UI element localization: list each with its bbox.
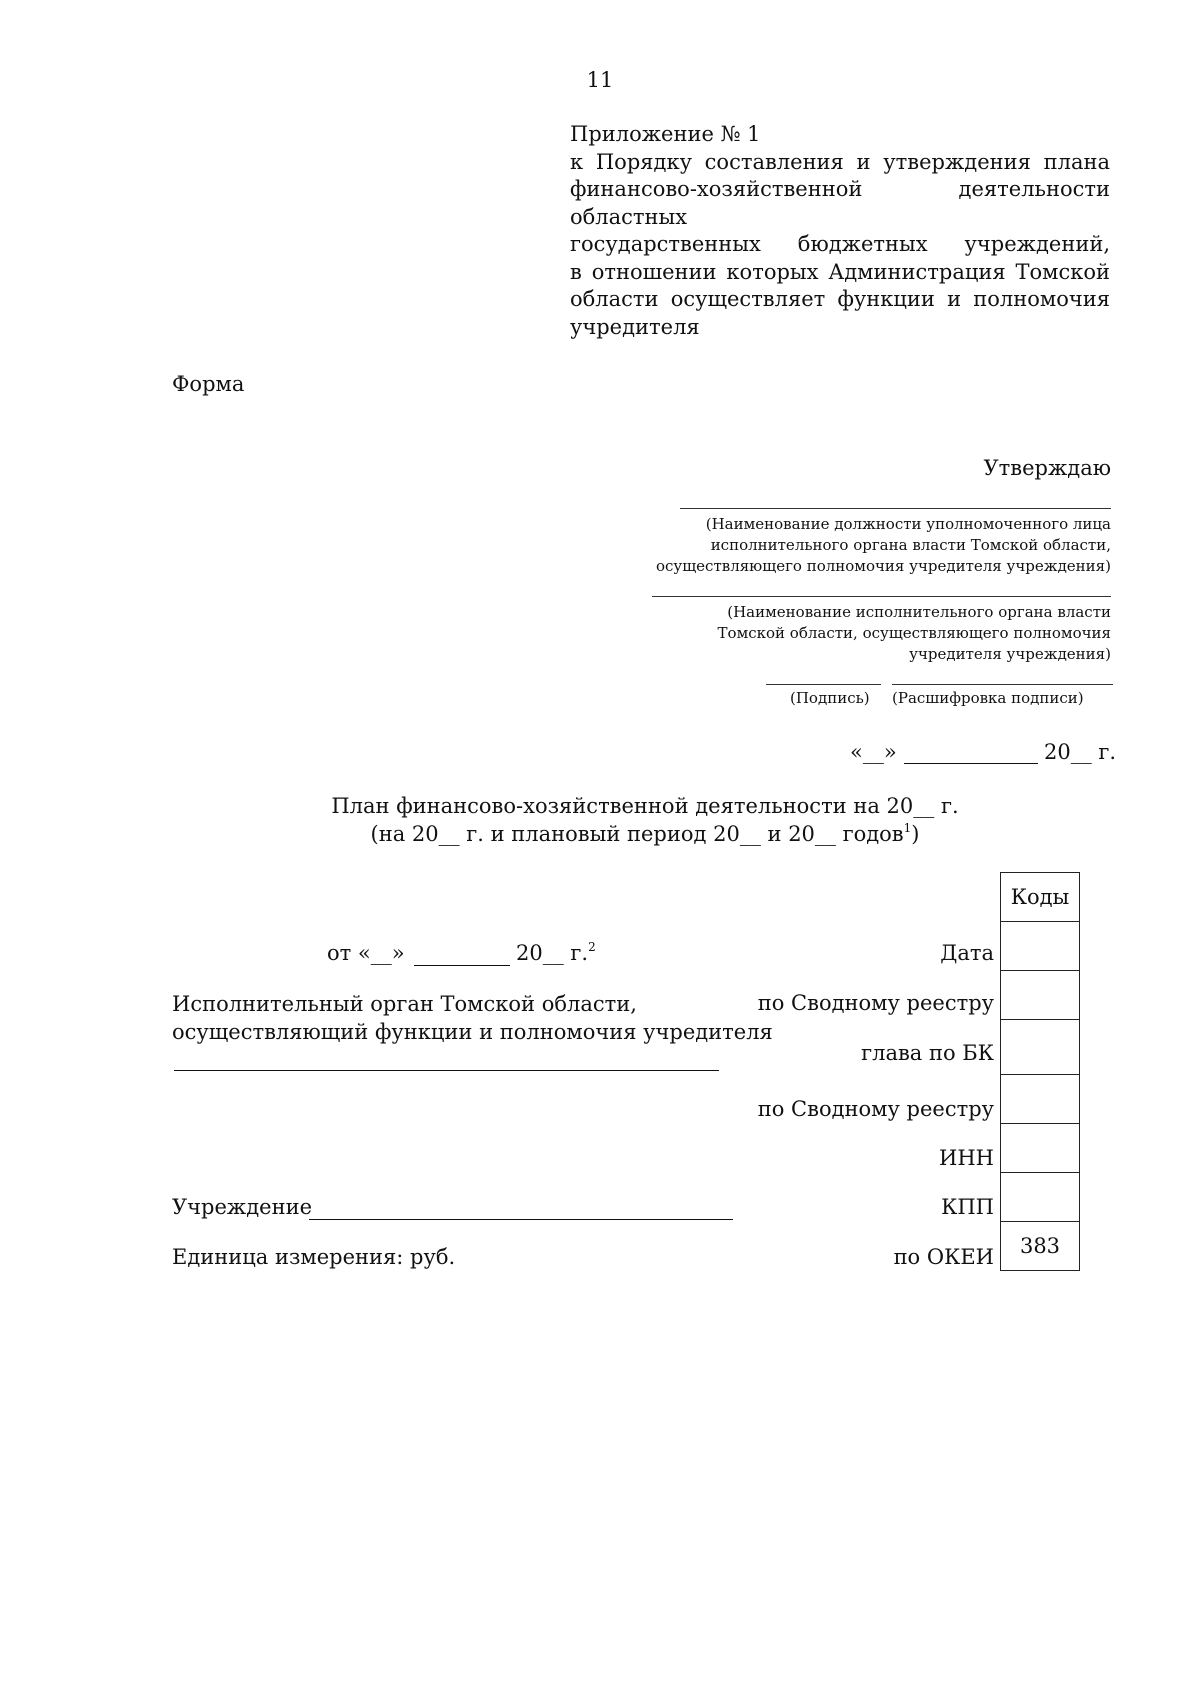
codes-label-date: Дата bbox=[940, 941, 994, 965]
plan-subtitle-text: (на 20__ г. и плановый период 20__ и 20__ годов bbox=[370, 822, 904, 846]
position-line bbox=[680, 508, 1111, 509]
codes-label-kpp: КПП bbox=[941, 1195, 994, 1219]
organ-line bbox=[652, 596, 1111, 597]
position-caption bbox=[591, 514, 1111, 577]
code-cell-glava-bk[interactable] bbox=[1001, 1020, 1080, 1075]
codes-label-svodny-reestr: по Сводному реестру bbox=[757, 991, 994, 1015]
organ-caption bbox=[591, 602, 1111, 665]
signature-caption: (Подпись) bbox=[790, 689, 870, 707]
approval-date-month-line bbox=[904, 763, 1038, 764]
plan-title: План финансово-хозяйственной деятельности на 20__ г. bbox=[331, 794, 959, 818]
code-cell-svodny-reestr[interactable] bbox=[1001, 971, 1080, 1020]
code-cell-inn[interactable] bbox=[1001, 1124, 1080, 1173]
appendix-line: области осуществляет функции и полномочия bbox=[570, 287, 1110, 311]
organ-label-line: Исполнительный орган Томской области, bbox=[172, 992, 637, 1016]
page-number: 11 bbox=[586, 68, 614, 92]
footnote-2: 2 bbox=[588, 940, 596, 954]
position-caption-line: исполнительного органа власти Томской области, bbox=[710, 536, 1111, 554]
appendix-line: к Порядку составления и утверждения плана bbox=[570, 149, 1110, 174]
institution-label: Учреждение bbox=[172, 1195, 313, 1219]
appendix-line: в отношении которых Администрация Томской bbox=[570, 259, 1110, 284]
approval-date-year: 20__ г. bbox=[1044, 740, 1117, 764]
appendix-line: финансово-хозяйственной деятельности областных bbox=[570, 177, 1110, 229]
form-label: Форма bbox=[172, 372, 245, 396]
organ-label-line: осуществляющий функции и полномочия учредителя bbox=[172, 1020, 773, 1044]
plan-date-month-line bbox=[414, 965, 510, 966]
appendix-line: государственных бюджетных учреждений, bbox=[570, 232, 1110, 256]
approve-label: Утверждаю bbox=[983, 456, 1111, 480]
plan-date-day: от «__» bbox=[327, 941, 405, 965]
position-caption-line: (Наименование должности уполномоченного лица bbox=[705, 515, 1111, 533]
codes-label-inn: ИНН bbox=[939, 1146, 994, 1170]
organ-label bbox=[172, 990, 773, 1046]
approval-date-day: «__» bbox=[850, 740, 897, 764]
unit-label: Единица измерения: руб. bbox=[172, 1245, 456, 1269]
plan-title-block bbox=[0, 792, 1200, 848]
plan-subtitle-close: ) bbox=[911, 822, 920, 846]
code-cell-kpp[interactable] bbox=[1001, 1173, 1080, 1222]
organ-caption-line: учредителя учреждения) bbox=[909, 645, 1111, 663]
appendix-block bbox=[570, 121, 1110, 341]
signature-decoding-caption: (Расшифровка подписи) bbox=[892, 689, 1084, 707]
organ-caption-line: Томской области, осуществляющего полномочия bbox=[717, 624, 1111, 642]
plan-date-year bbox=[516, 941, 596, 965]
footnote-1: 1 bbox=[903, 821, 912, 835]
position-caption-line: осуществляющего полномочия учредителя учреждения) bbox=[655, 557, 1111, 575]
signature-decoding-line bbox=[892, 684, 1113, 685]
plan-date-year-text: 20__ г. bbox=[516, 941, 589, 965]
appendix-title: Приложение № 1 bbox=[570, 122, 761, 146]
codes-table bbox=[1000, 872, 1080, 1271]
codes-label-okei: по ОКЕИ bbox=[893, 1245, 994, 1269]
organ-caption-line: (Наименование исполнительного органа власти bbox=[727, 603, 1111, 621]
codes-header: Коды bbox=[1001, 873, 1080, 922]
appendix-line: учредителя bbox=[570, 314, 700, 339]
code-cell-okei[interactable]: 383 bbox=[1001, 1222, 1080, 1271]
codes-label-glava-bk: глава по БК bbox=[861, 1041, 994, 1065]
organ-name-field[interactable] bbox=[174, 1070, 719, 1071]
code-cell-date[interactable] bbox=[1001, 922, 1080, 971]
plan-subtitle bbox=[0, 820, 1200, 848]
signature-line bbox=[766, 684, 881, 685]
codes-label-svodny-reestr-2: по Сводному реестру bbox=[757, 1097, 994, 1121]
code-cell-svodny-reestr-2[interactable] bbox=[1001, 1075, 1080, 1124]
institution-name-field[interactable] bbox=[309, 1219, 733, 1220]
